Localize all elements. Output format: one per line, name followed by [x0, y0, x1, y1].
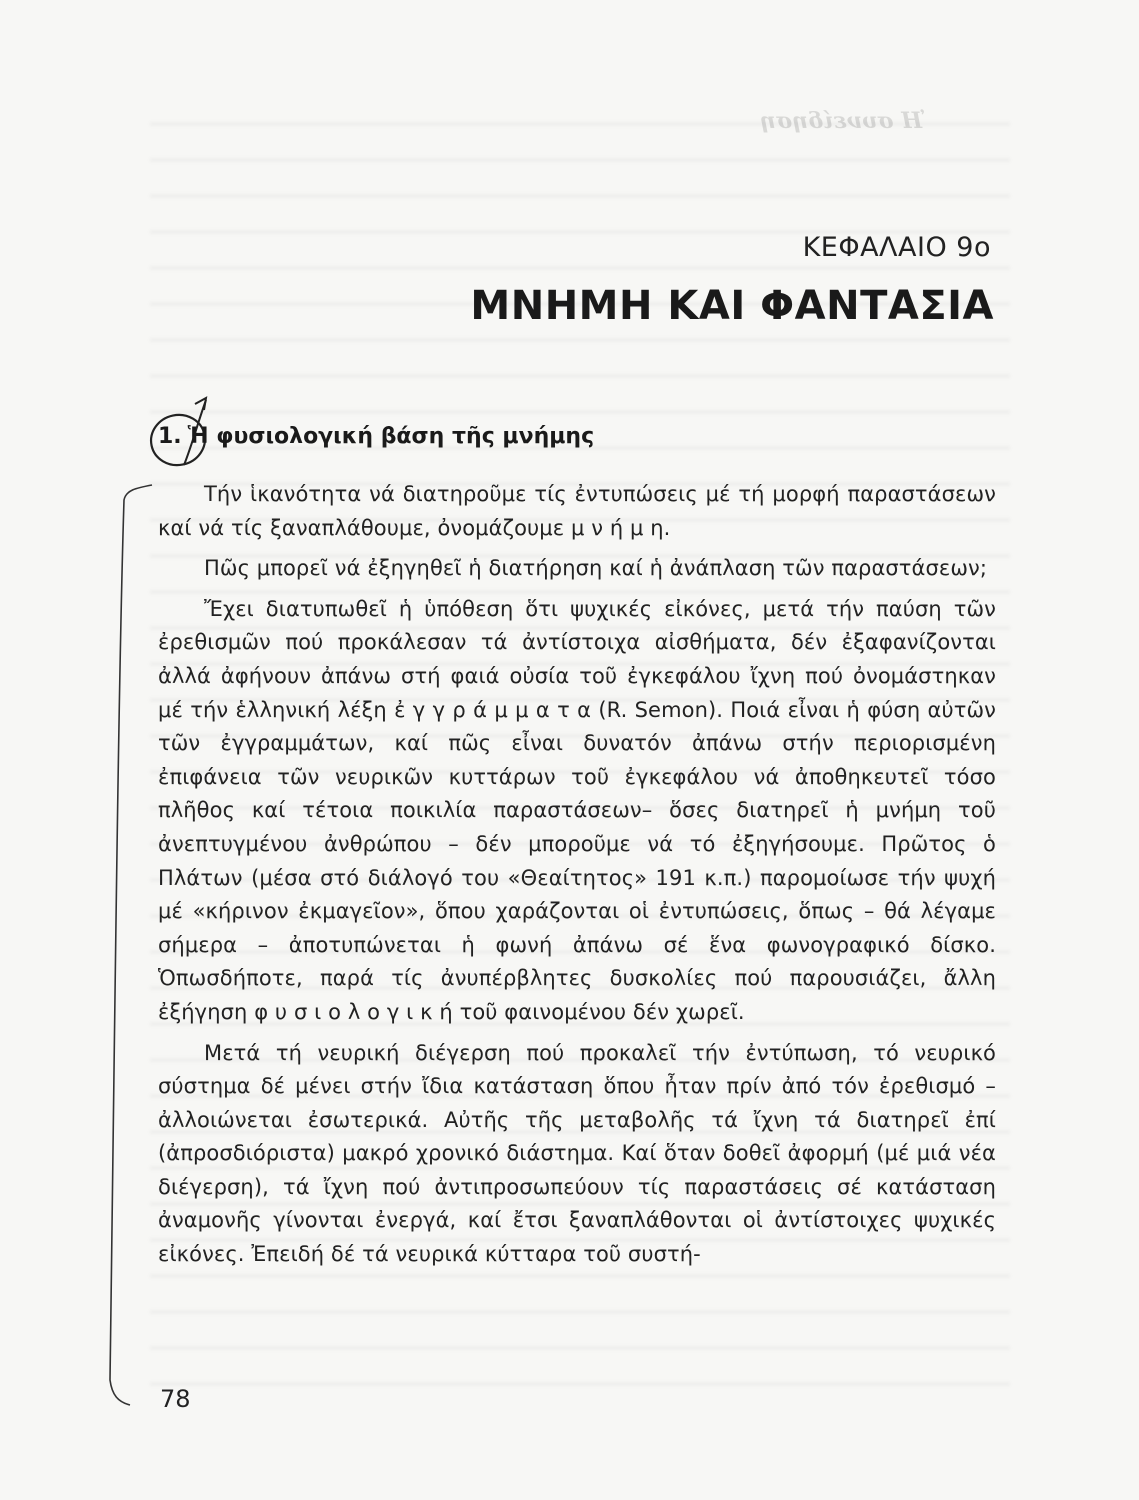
paragraph: Ἔχει διατυπωθεῖ ἡ ὑπόθεση ὅτι ψυχικές εἰκόνες, μετά τήν παύση τῶν ἐρεθισμῶν πού προκάλεσαν τά ἀντίστοιχα αἰσθήματα, δέν ἐξαφανίζονται ἀλλά ἀφήνουν ἀπάνω στή φαιά οὐσία τοῦ ἐγκεφάλου ἴχνη πού ὀνομάστηκαν μέ τήν ἑλληνική λέξη ἐ γ γ ρ ά μ μ α τ α (R. Semon). Ποιά εἶναι ἡ φύση αὐτῶν τῶν ἐγγραμμάτων, καί πῶς εἶναι δυνατόν ἀπάνω στήν περιορισμένη ἐπιφάνεια τῶν νευρικῶν κυττάρων τοῦ ἐγκεφάλου νά ἀποθηκευτεῖ τόσο πλῆθος καί τέτοια ποικιλία παραστάσεων– ὅσες διατηρεῖ ἡ μνήμη τοῦ ἀνεπτυγμένου ἀνθρώπου – δέν μποροῦμε νά τό ἐξηγήσουμε. Πρῶτος ὁ Πλάτων (μέσα στό διάλογό του «Θεαίτητος» 191 κ.π.) παρομοίωσε τήν ψυχή μέ «κήρινον ἐκμαγεῖον», ὅπου χαράζονται οἱ ἐντυπώσεις, ὅπως – θά λέγαμε σήμερα – ἀποτυπώνεται ἡ φωνή ἀπάνω σέ ἕνα φωνογραφικό δίσκο. Ὁπωσδήποτε, παρά τίς ἀνυπέρβλητες δυσκολίες πού παρουσιάζει, ἄλλη ἐξήγηση φ υ σ ι ο λ ο γ ι κ ή τοῦ φαινομένου δέν χωρεῖ.	[158, 596, 996, 1024]
chapter-label: ΚΕΦΑΛΑΙΟ 9ο	[802, 232, 991, 263]
section-number: 1.	[158, 424, 182, 449]
paragraph: Πῶς μπορεῖ νά ἐξηγηθεῖ ἡ διατήρηση καί ἡ ἀνάπλαση τῶν παραστάσεων;	[204, 556, 988, 581]
section-heading	[158, 424, 594, 449]
chapter-title: ΜΝΗΜΗ ΚΑΙ ΦΑΝΤΑΣΙΑ	[470, 283, 994, 329]
body-text	[158, 478, 996, 1279]
page-number: 78	[160, 1385, 191, 1413]
reverse-side-heading-ghost: Ἡ συνείδηση	[760, 108, 926, 134]
paragraph: Τήν ἱκανότητα νά διατηροῦμε τίς ἐντυπώσεις μέ τή μορφή παραστάσεων καί νά τίς ξαναπλάθουμε, ὀνομάζουμε μ ν ή μ η.	[158, 482, 996, 540]
section-heading-text: Ἡ φυσιολογική βάση τῆς μνήμης	[187, 424, 595, 449]
paragraph: Μετά τή νευρική διέγερση πού προκαλεῖ τήν ἐντύπωση, τό νευρικό σύστημα δέ μένει στήν ἴδια κατάσταση ὅπου ἦταν πρίν ἀπό τόν ἐρεθισμό – ἀλλοιώνεται ἐσωτερικά. Αὐτῆς τῆς μεταβολῆς τά ἴχνη τά διατηρεῖ ἐπί (ἀπροσδιόριστα) μακρό χρονικό διάστημα. Καί ὅταν δοθεῖ ἀφορμή (μέ μιά νέα διέγερση), τά ἴχνη πού ἀντιπροσωπεύουν τίς παραστάσεις σέ κατάσταση ἀναμονῆς γίνονται ἐνεργά, καί ἔτσι ξαναπλάθονται οἱ ἀντίστοιχες ψυχικές εἰκόνες. Ἐπειδή δέ τά νευρικά κύτταρα τοῦ συστή-	[158, 1040, 996, 1267]
margin-bracket-line	[110, 485, 152, 1405]
